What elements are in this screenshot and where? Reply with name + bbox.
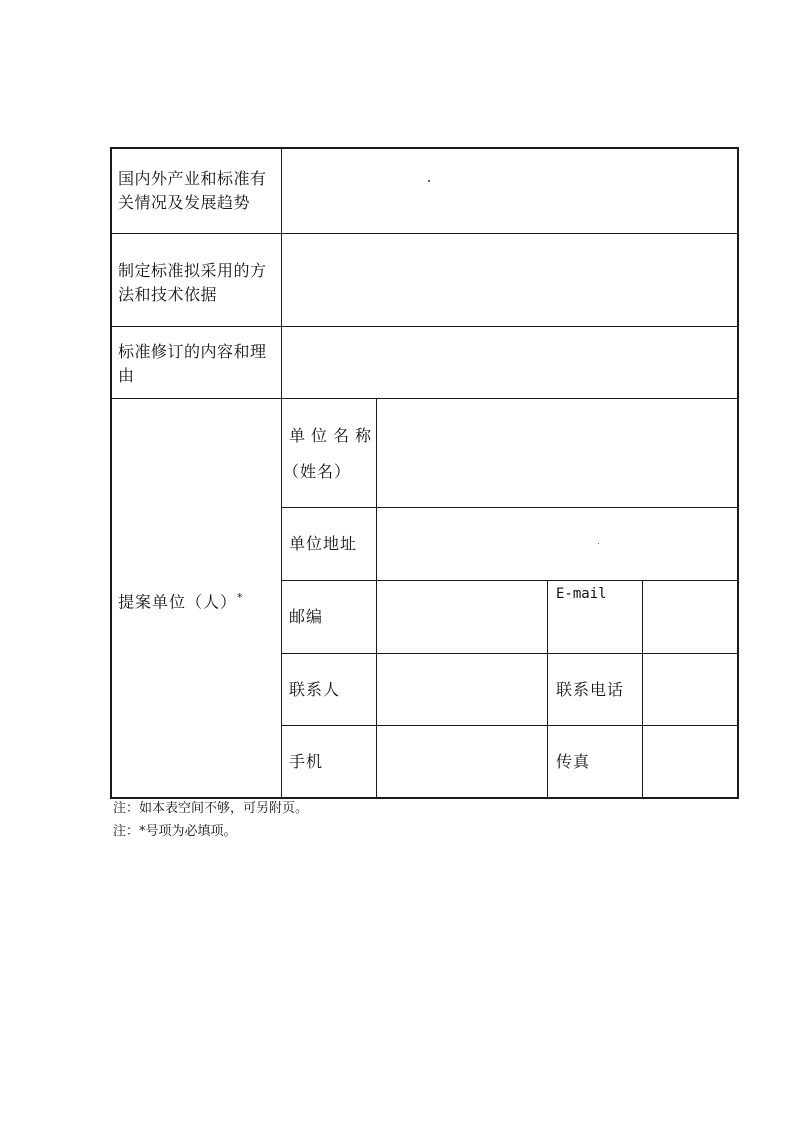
table-right-border: [737, 147, 739, 799]
table-left-border: [110, 147, 112, 799]
postcode-label: 邮编: [289, 607, 324, 626]
right-label-divider: [642, 580, 643, 798]
address-label: 单位地址: [289, 534, 358, 553]
contact-label: 联系人: [289, 680, 341, 699]
required-mark: *: [237, 591, 244, 604]
address-field[interactable]: [378, 509, 736, 579]
field-label-divider: [376, 398, 377, 798]
industry-trends-field[interactable]: [283, 149, 736, 232]
contact-field[interactable]: [378, 655, 546, 724]
phone-label: 联系电话: [556, 680, 625, 699]
note-extra-pages: 注：如本表空间不够，可另附页。: [113, 801, 309, 816]
email-field[interactable]: [644, 582, 736, 652]
label-column-divider: [281, 147, 282, 798]
revision-reason-label: 标准修订的内容和理由: [118, 342, 267, 385]
method-basis-label: 制定标准拟采用的方法和技术依据: [118, 261, 267, 304]
proposer-label: [118, 586, 278, 614]
note-required-fields: 注：*号项为必填项。: [113, 824, 237, 839]
stray-dot: [598, 543, 599, 544]
proposer-divider-1: [281, 507, 739, 508]
phone-field[interactable]: [644, 655, 736, 724]
method-basis-field[interactable]: [283, 235, 736, 325]
fax-field[interactable]: [644, 727, 736, 796]
proposer-divider-3: [281, 653, 739, 654]
mobile-field[interactable]: [378, 727, 546, 796]
proposer-divider-4: [281, 725, 739, 726]
row-divider-2: [110, 326, 739, 327]
email-label: E-mail: [556, 586, 607, 602]
proposer-divider-2: [281, 580, 739, 581]
mobile-label: 手机: [289, 752, 324, 771]
org-name-field[interactable]: [378, 400, 736, 506]
org-name-label: 单位名称: [289, 426, 378, 445]
industry-trends-label: 国内外产业和标准有关情况及发展趋势: [118, 169, 267, 212]
org-name-sublabel: （姓名）: [283, 462, 352, 481]
row-divider-3: [110, 398, 739, 399]
revision-reason-field[interactable]: [283, 328, 736, 397]
mid-column-divider: [547, 580, 548, 798]
fax-label: 传真: [556, 752, 591, 771]
postcode-field[interactable]: [378, 582, 546, 652]
row-divider-1: [110, 233, 739, 234]
proposer-label-text: 提案单位（人）: [118, 592, 238, 612]
stray-dot: [428, 180, 430, 182]
